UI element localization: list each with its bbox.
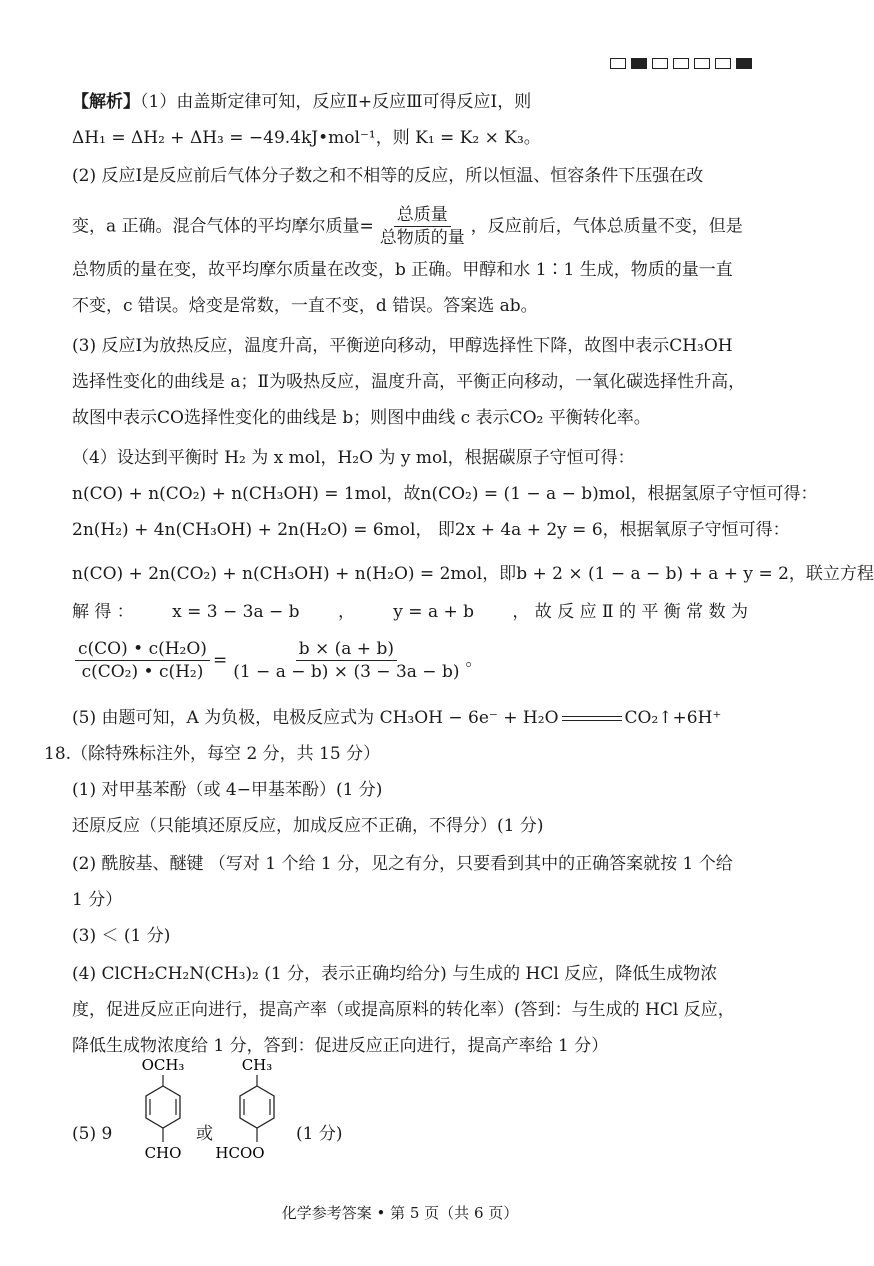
solution-line: (3) 反应Ⅰ为放热反应，温度升高，平衡逆向移动，甲醇选择性下降，故图中表示CH₃OH [72, 336, 733, 356]
reaction-equals-sign [562, 716, 622, 721]
text: ，联立方程 [788, 564, 874, 584]
page-footer: 化学参考答案 • 第 5 页（共 6 页） [281, 1204, 519, 1222]
indicator-square [694, 58, 710, 69]
equation: x = 3 − 3a − b [172, 602, 300, 622]
indicator-square [715, 58, 731, 69]
substituent-bottom: HCOO [215, 1144, 265, 1162]
fraction-denominator: 总物质的量 [379, 228, 465, 248]
indicator-square [631, 58, 647, 69]
analysis-heading: 【解析】 [72, 92, 140, 112]
solution-line [72, 562, 874, 586]
solution-line [72, 90, 748, 114]
answer-line: 还原反应（只能填还原反应，加成反应不正确，不得分）(1 分) [72, 816, 544, 836]
page-indicator [610, 58, 752, 69]
answer-line: (3) ＜ (1 分) [72, 926, 171, 946]
solution-line: (2) 反应Ⅰ是反应前后气体分子数之和不相等的反应，所以恒温、恒容条件下压强在改 [72, 166, 704, 186]
answer-line: 降低生成物浓度给 1 分，答到：促进反应正向进行，提高产率给 1 分） [72, 1036, 609, 1056]
text: ，故 [386, 484, 421, 504]
solution-line: （4）设达到平衡时 H₂ 为 x mol，H₂O 为 y mol，根据碳原子守恒可得： [72, 448, 635, 468]
solution-line [72, 204, 748, 249]
benzene-ring [146, 1086, 180, 1128]
text: （1）由盖斯定律可知，反应Ⅱ+反应Ⅲ可得反应Ⅰ，则 [140, 92, 532, 112]
fraction-numerator: c(CO) • c(H₂O) [75, 638, 210, 661]
structure-4-methylphenyl-formate [212, 1056, 292, 1162]
text: (5) 由题可知，A 为负极，电极反应式为 CH₃OH − 6e⁻ + H₂O [72, 708, 559, 728]
equals-sign: = [212, 650, 228, 671]
text: ，则 K₁ = K₂ × K₃。 [375, 128, 541, 148]
or-text: 或 [196, 1124, 213, 1144]
equilibrium-constant [72, 638, 748, 683]
solution-line [72, 126, 748, 150]
fraction [230, 638, 462, 683]
indicator-square [652, 58, 668, 69]
text: 。 [465, 650, 483, 671]
text: ，反应前后，气体总质量不变，但是 [470, 216, 743, 237]
equation: n(CO) + 2n(CO₂) + n(CH₃OH) + n(H₂O) = 2mol [72, 564, 483, 584]
equation: n(CO) + n(CO₂) + n(CH₃OH) = 1mol [72, 484, 387, 504]
fraction-denominator: c(CO₂) • c(H₂) [81, 662, 204, 682]
equation: b + 2 × (1 − a − b) + a + y = 2 [516, 564, 789, 584]
question-heading: 18.（除特殊标注外，每空 2 分，共 15 分） [44, 744, 381, 764]
fraction [75, 638, 210, 683]
indicator-square [736, 58, 752, 69]
solution-line [72, 600, 748, 624]
benzene-ring [240, 1086, 274, 1128]
text: 解 得 ： [72, 602, 134, 622]
answer-line: 1 分） [72, 890, 123, 910]
equation: y = a + b [393, 602, 475, 622]
text: ，根据氢原子守恒可得： [630, 484, 818, 504]
text: ，根据氧原子守恒可得： [602, 520, 790, 540]
indicator-square [610, 58, 626, 69]
equation: ΔH₁ = ΔH₂ + ΔH₃ = −49.4kJ•mol⁻¹ [72, 128, 376, 148]
text: ， 故 反 应 Ⅱ 的 平 衡 常 数 为 [512, 602, 748, 622]
text: ， [337, 602, 355, 622]
fraction-numerator: 总质量 [394, 204, 451, 227]
substituent-top: OCH₃ [141, 1056, 185, 1074]
fraction-numerator: b × (a + b) [296, 638, 397, 661]
solution-line: 不变，c 错误。焓变是常数，一直不变，d 错误。答案选 ab。 [72, 296, 538, 316]
text: ， 即 [415, 520, 455, 540]
answer-line: (4) ClCH₂CH₂N(CH₃)₂ (1 分，表示正确均给分) 与生成的 HCl 反应，降低生成物浓 [72, 964, 718, 984]
answer-line: 度，促进反应正向进行，提高产率（或提高原料的转化率）(答到：与生成的 HCl 反应， [72, 1000, 735, 1020]
answer-line: (1) 对甲基苯酚（或 4−甲基苯酚）(1 分) [72, 780, 383, 800]
equation: 2n(H₂) + 4n(CH₃OH) + 2n(H₂O) = 6mol [72, 520, 416, 540]
substituent-top: CH₃ [241, 1056, 273, 1074]
solution-line: 故图中表示CO选择性变化的曲线是 b；则图中曲线 c 表示CO₂ 平衡转化率。 [72, 408, 651, 428]
text: 变，a 正确。混合气体的平均摩尔质量= [72, 216, 374, 237]
solution-line: 总物质的量在变，故平均摩尔质量在改变，b 正确。甲醇和水 1∶1 生成，物质的量一直 [72, 260, 733, 280]
equation: 2x + 4a + 2y = 6 [454, 520, 603, 540]
equation: n(CO₂) = (1 − a − b)mol [420, 484, 631, 504]
text: (5) 9 [72, 1124, 113, 1144]
indicator-square [673, 58, 689, 69]
score-note: (1 分) [296, 1124, 343, 1144]
solution-line [72, 518, 790, 542]
solution-line: 选择性变化的曲线是 a；Ⅱ为吸热反应，温度升高，平衡正向移动，一氧化碳选择性升高， [72, 372, 746, 392]
structure-4-methoxybenzaldehyde [128, 1056, 198, 1162]
text: CO₂↑+6H⁺ [624, 708, 722, 728]
fraction-denominator: (1 − a − b) × (3 − 3a − b) [233, 662, 460, 682]
text: ，即 [482, 564, 517, 584]
solution-line [72, 706, 748, 730]
fraction [377, 204, 468, 249]
answer-line: (2) 酰胺基、醚键 （写对 1 个给 1 分，见之有分，只要看到其中的正确答案就按 1 个给 [72, 854, 733, 874]
substituent-bottom: CHO [144, 1144, 182, 1162]
solution-line [72, 482, 818, 506]
